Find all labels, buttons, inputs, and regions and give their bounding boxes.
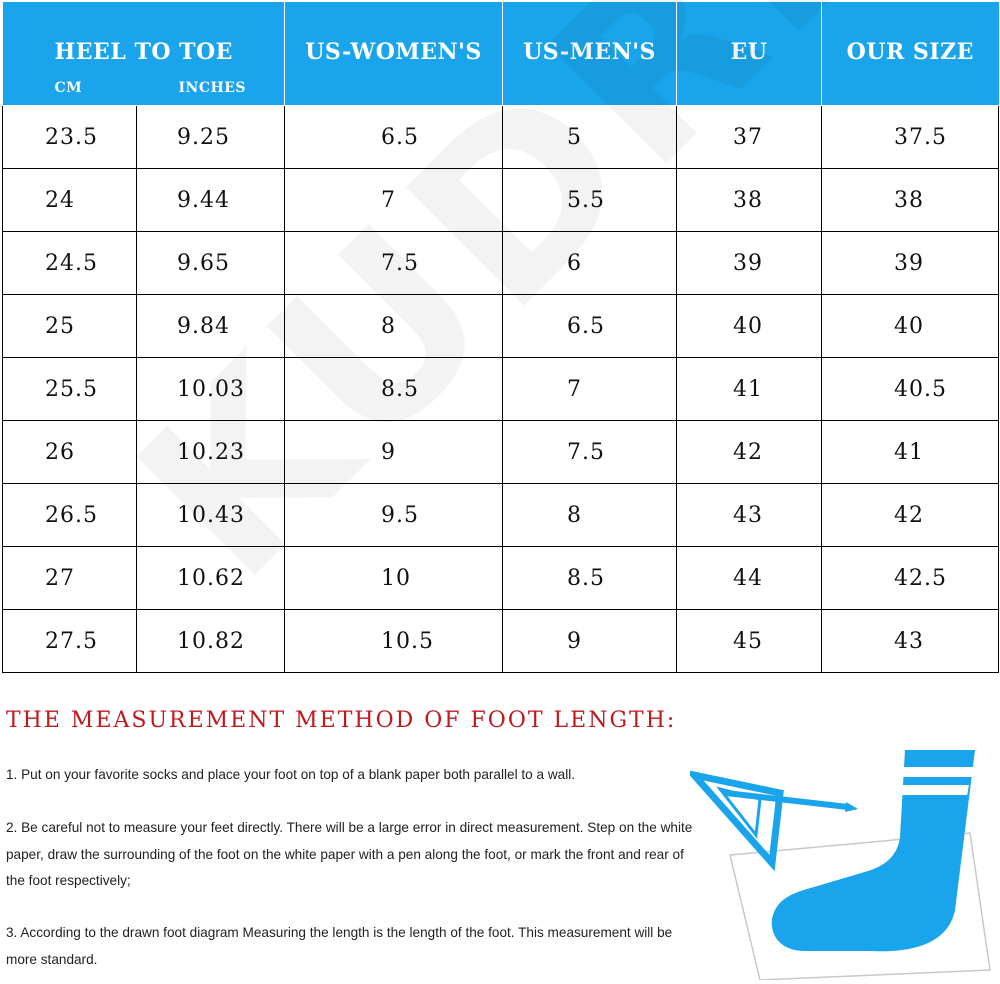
foot-measurement-illustration — [690, 745, 1000, 980]
cell-inches: 10.23 — [137, 421, 285, 484]
cell-our-size: 42.5 — [822, 547, 999, 610]
header-our-size — [822, 2, 999, 106]
header-heel-to-toe — [3, 2, 285, 106]
pen-icon — [726, 793, 858, 812]
table-row — [3, 106, 999, 169]
cell-our-size: 41 — [822, 421, 999, 484]
cell-inches: 9.44 — [137, 169, 285, 232]
header-us-women-label: US-WOMEN'S — [305, 39, 482, 65]
cell-us-men: 5 — [503, 106, 677, 169]
cell-us-women: 8.5 — [285, 358, 503, 421]
set-square-icon — [694, 775, 780, 863]
header-us-men — [503, 2, 677, 106]
cell-cm: 25.5 — [3, 358, 137, 421]
cell-inches: 9.65 — [137, 232, 285, 295]
cell-our-size: 38 — [822, 169, 999, 232]
cell-our-size: 39 — [822, 232, 999, 295]
size-chart-body — [3, 106, 999, 673]
header-our-size-label: OUR SIZE — [846, 39, 974, 65]
foot-measurement-svg — [690, 745, 1000, 980]
cell-eu: 37 — [677, 106, 822, 169]
cell-inches: 9.84 — [137, 295, 285, 358]
table-row — [3, 484, 999, 547]
header-eu — [677, 2, 822, 106]
cell-cm: 23.5 — [3, 106, 137, 169]
cell-inches: 9.25 — [137, 106, 285, 169]
table-row — [3, 421, 999, 484]
cell-cm: 24.5 — [3, 232, 137, 295]
cell-us-men: 8 — [503, 484, 677, 547]
table-row — [3, 358, 999, 421]
cell-our-size: 37.5 — [822, 106, 999, 169]
header-us-women — [285, 2, 503, 106]
cell-our-size: 40 — [822, 295, 999, 358]
cell-cm: 24 — [3, 169, 137, 232]
cell-us-men: 6.5 — [503, 295, 677, 358]
method-step-1: 1. Put on your favorite socks and place your foot on top of a blank paper both parallel to a wall. — [6, 767, 576, 782]
cell-eu: 43 — [677, 484, 822, 547]
table-row — [3, 169, 999, 232]
cell-us-men: 8.5 — [503, 547, 677, 610]
table-row — [3, 295, 999, 358]
cell-inches: 10.82 — [137, 610, 285, 673]
cell-us-men: 7.5 — [503, 421, 677, 484]
cell-eu: 40 — [677, 295, 822, 358]
cell-cm: 26 — [3, 421, 137, 484]
cell-us-women: 10 — [285, 547, 503, 610]
cell-our-size: 42 — [822, 484, 999, 547]
cell-us-men: 5.5 — [503, 169, 677, 232]
table-header-row — [3, 2, 999, 106]
header-inches-label: INCHES — [178, 80, 246, 96]
cell-us-men: 6 — [503, 232, 677, 295]
cell-us-women: 6.5 — [285, 106, 503, 169]
cell-us-women: 9 — [285, 421, 503, 484]
cell-us-women: 7.5 — [285, 232, 503, 295]
cell-eu: 42 — [677, 421, 822, 484]
cell-our-size: 40.5 — [822, 358, 999, 421]
header-heel-to-toe-label: HEEL TO TOE — [54, 39, 233, 65]
cell-cm: 27.5 — [3, 610, 137, 673]
cell-eu: 39 — [677, 232, 822, 295]
table-row — [3, 232, 999, 295]
cell-us-men: 7 — [503, 358, 677, 421]
method-step-3: 3. According to the drawn foot diagram Measuring the length is the length of the foot. This measurement will be more standard. — [6, 925, 673, 967]
cell-eu: 41 — [677, 358, 822, 421]
cell-inches: 10.03 — [137, 358, 285, 421]
header-cm-label: CM — [54, 80, 83, 96]
header-us-men-label: US-MEN'S — [523, 39, 656, 65]
cell-eu: 38 — [677, 169, 822, 232]
cell-eu: 45 — [677, 610, 822, 673]
cell-us-women: 10.5 — [285, 610, 503, 673]
cell-inches: 10.62 — [137, 547, 285, 610]
cell-inches: 10.43 — [137, 484, 285, 547]
measurement-method-title: THE MEASUREMENT METHOD OF FOOT LENGTH: — [6, 708, 677, 733]
size-chart-table — [2, 2, 999, 673]
header-eu-label: EU — [730, 39, 768, 65]
cell-us-women: 8 — [285, 295, 503, 358]
cell-us-women: 7 — [285, 169, 503, 232]
cell-us-women: 9.5 — [285, 484, 503, 547]
cell-cm: 25 — [3, 295, 137, 358]
cell-cm: 27 — [3, 547, 137, 610]
cell-eu: 44 — [677, 547, 822, 610]
table-row — [3, 547, 999, 610]
cell-our-size: 43 — [822, 610, 999, 673]
method-step-2: 2. Be careful not to measure your feet directly. There will be a large error in direct measurement. Step on the white paper, draw the surrounding of the foot on the white paper with a pen along the foot, or mark the front and rear of the foot respectively; — [6, 820, 693, 888]
cell-us-men: 9 — [503, 610, 677, 673]
cell-cm: 26.5 — [3, 484, 137, 547]
table-row — [3, 610, 999, 673]
